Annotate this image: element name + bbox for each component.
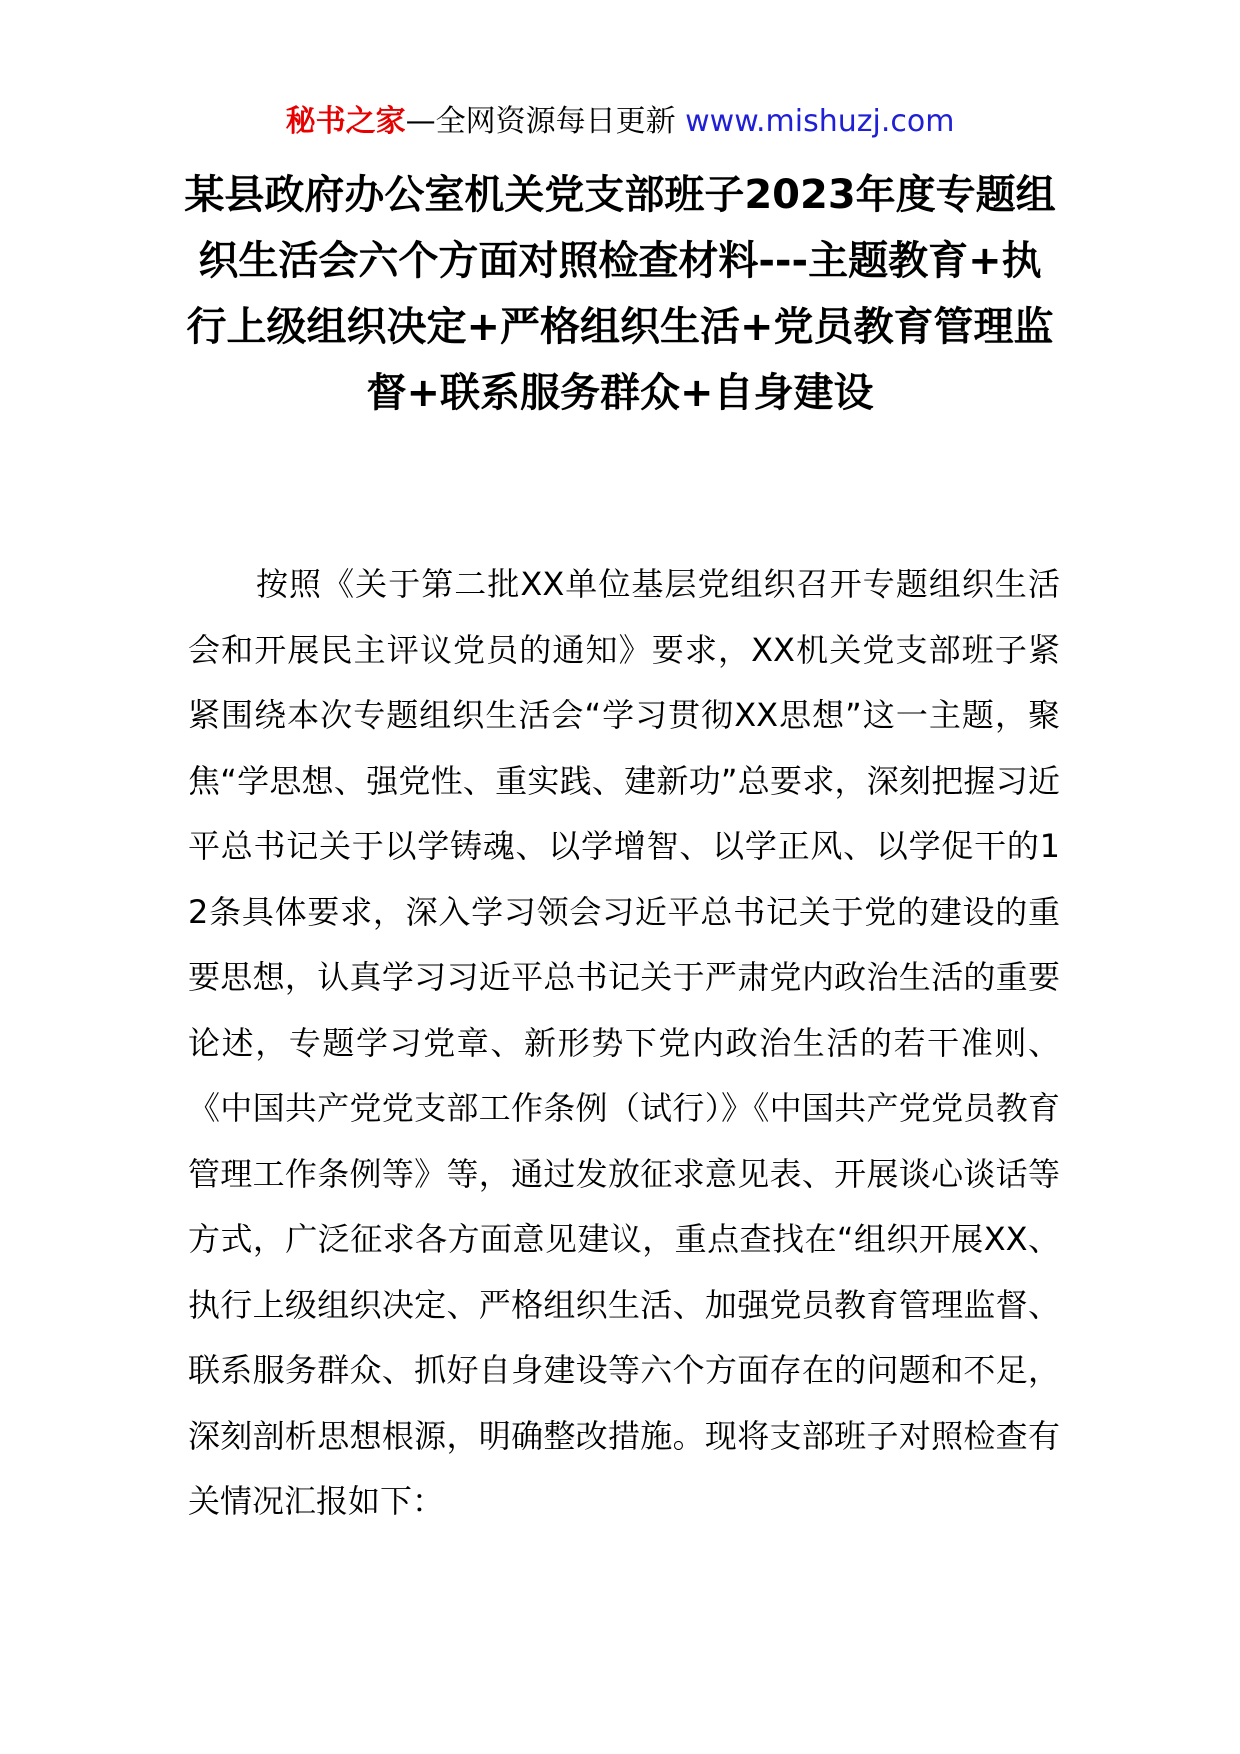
site-brand: 秘书之家 bbox=[285, 104, 406, 139]
document-title: 某县政府办公室机关党支部班子2023年度专题组织生活会六个方面对照检查材料---主题教育+执行上级组织决定+严格组织生活+党员教育管理监督+联系服务群众+自身建设 bbox=[184, 172, 1056, 416]
body-paragraph: 按照《关于第二批XX单位基层党组织召开专题组织生活会和开展民主评议党员的通知》要求，XX机关党支部班子紧紧围绕本次专题组织生活会“学习贯彻XX思想”这一主题，聚焦“学思想、强党性、重实践、建新功”总要求，深刻把握习近平总书记关于以学铸魂、以学增智、以学正风、以学促干的12条具体要求，深入学习领会习近平总书记关于党的建设的重要思想，认真学习习近平总书记关于严肃党内政治生活的重要论述，专题学习党章、新形势下党内政治生活的若干准则、《中国共产党党支部工作条例（试行）》《中国共产党党员教育管理工作条例等》等，通过发放征求意见表、开展谈心谈话等方式，广泛征求各方面意见建议，重点查找在“组织开展XX、执行上级组织决定、严格组织生活、加强党员教育管理监督、联系服务群众、抓好自身建设等六个方面存在的问题和不足，深刻剖析思想根源，明确整改措施。现将支部班子对照检查有关情况汇报如下： bbox=[188, 565, 1060, 1520]
site-header bbox=[0, 100, 1240, 144]
site-url-link[interactable]: www.mishuzj.com bbox=[685, 104, 955, 139]
site-tagline: —全网资源每日更新 bbox=[405, 104, 686, 139]
